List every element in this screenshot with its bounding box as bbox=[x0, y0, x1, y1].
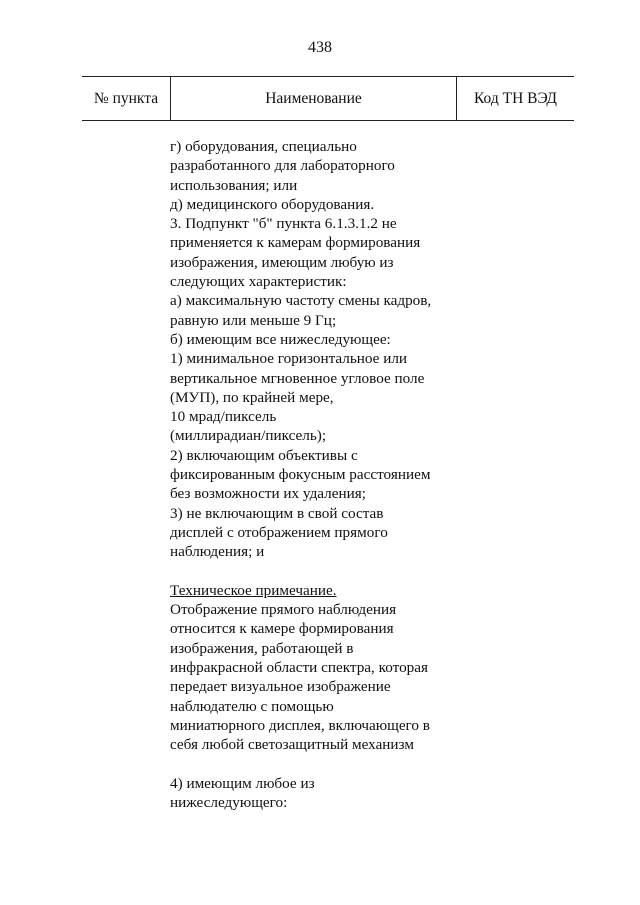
document-body bbox=[170, 137, 470, 812]
text-line: инфракрасной области спектра, которая bbox=[170, 659, 428, 677]
text-line: вертикальное мгновенное угловое поле bbox=[170, 369, 425, 387]
text-line: (миллирадиан/пиксель); bbox=[170, 427, 327, 445]
text-line: б) имеющим все нижеследующее: bbox=[170, 330, 391, 348]
paragraph-gap bbox=[170, 755, 470, 774]
table-header bbox=[82, 76, 574, 121]
paragraph-exemptions bbox=[170, 137, 470, 562]
technical-note bbox=[170, 581, 470, 755]
text-line: наблюдателю с помощью bbox=[170, 697, 334, 715]
text-line: себя любой светозащитный механизм bbox=[170, 736, 414, 754]
column-header-name: Наименование bbox=[170, 77, 457, 120]
text-line: 10 мрад/пиксель bbox=[170, 408, 277, 426]
text-line: Отображение прямого наблюдения bbox=[170, 601, 397, 619]
text-line: применяется к камерам формирования bbox=[170, 234, 421, 252]
text-line: передает визуальное изображение bbox=[170, 678, 391, 696]
paragraph-gap bbox=[170, 562, 470, 581]
text-line: д) медицинского оборудования. bbox=[170, 195, 375, 213]
text-line: 3) не включающим в свой состав bbox=[170, 504, 384, 522]
text-line: нижеследующего: bbox=[170, 794, 288, 812]
column-header-number: № пункта bbox=[93, 89, 159, 107]
text-line: 1) минимальное горизонтальное или bbox=[170, 350, 408, 368]
paragraph-item-4 bbox=[170, 774, 470, 813]
text-line: равную или меньше 9 Гц; bbox=[170, 311, 337, 329]
text-line: относится к камере формирования bbox=[170, 620, 394, 638]
text-line: а) максимальную частоту смены кадров, bbox=[170, 292, 432, 310]
technical-note-heading: Техническое примечание. bbox=[170, 581, 337, 599]
text-line: изображения, имеющим любую из bbox=[170, 253, 394, 271]
text-line: изображения, работающей в bbox=[170, 639, 354, 657]
text-line: 2) включающим объективы с bbox=[170, 446, 358, 464]
text-line: без возможности их удаления; bbox=[170, 485, 366, 503]
text-line: использования; или bbox=[170, 176, 298, 194]
text-line: 4) имеющим любое из bbox=[170, 774, 315, 792]
text-line: разработанного для лабораторного bbox=[170, 157, 395, 175]
text-line: наблюдения; и bbox=[170, 543, 265, 561]
text-line: (МУП), по крайней мере, bbox=[170, 388, 334, 406]
text-line: следующих характеристик: bbox=[170, 273, 347, 291]
text-line: 3. Подпункт "б" пункта 6.1.3.1.2 не bbox=[170, 215, 397, 233]
text-line: фиксированным фокусным расстоянием bbox=[170, 466, 431, 484]
page-number: 438 bbox=[308, 39, 332, 56]
text-line: г) оборудования, специально bbox=[170, 138, 357, 155]
column-header-code: Код ТН ВЭД bbox=[473, 89, 557, 107]
text-line: миниатюрного дисплея, включающего в bbox=[170, 716, 430, 734]
text-line: дисплей с отображением прямого bbox=[170, 523, 388, 541]
